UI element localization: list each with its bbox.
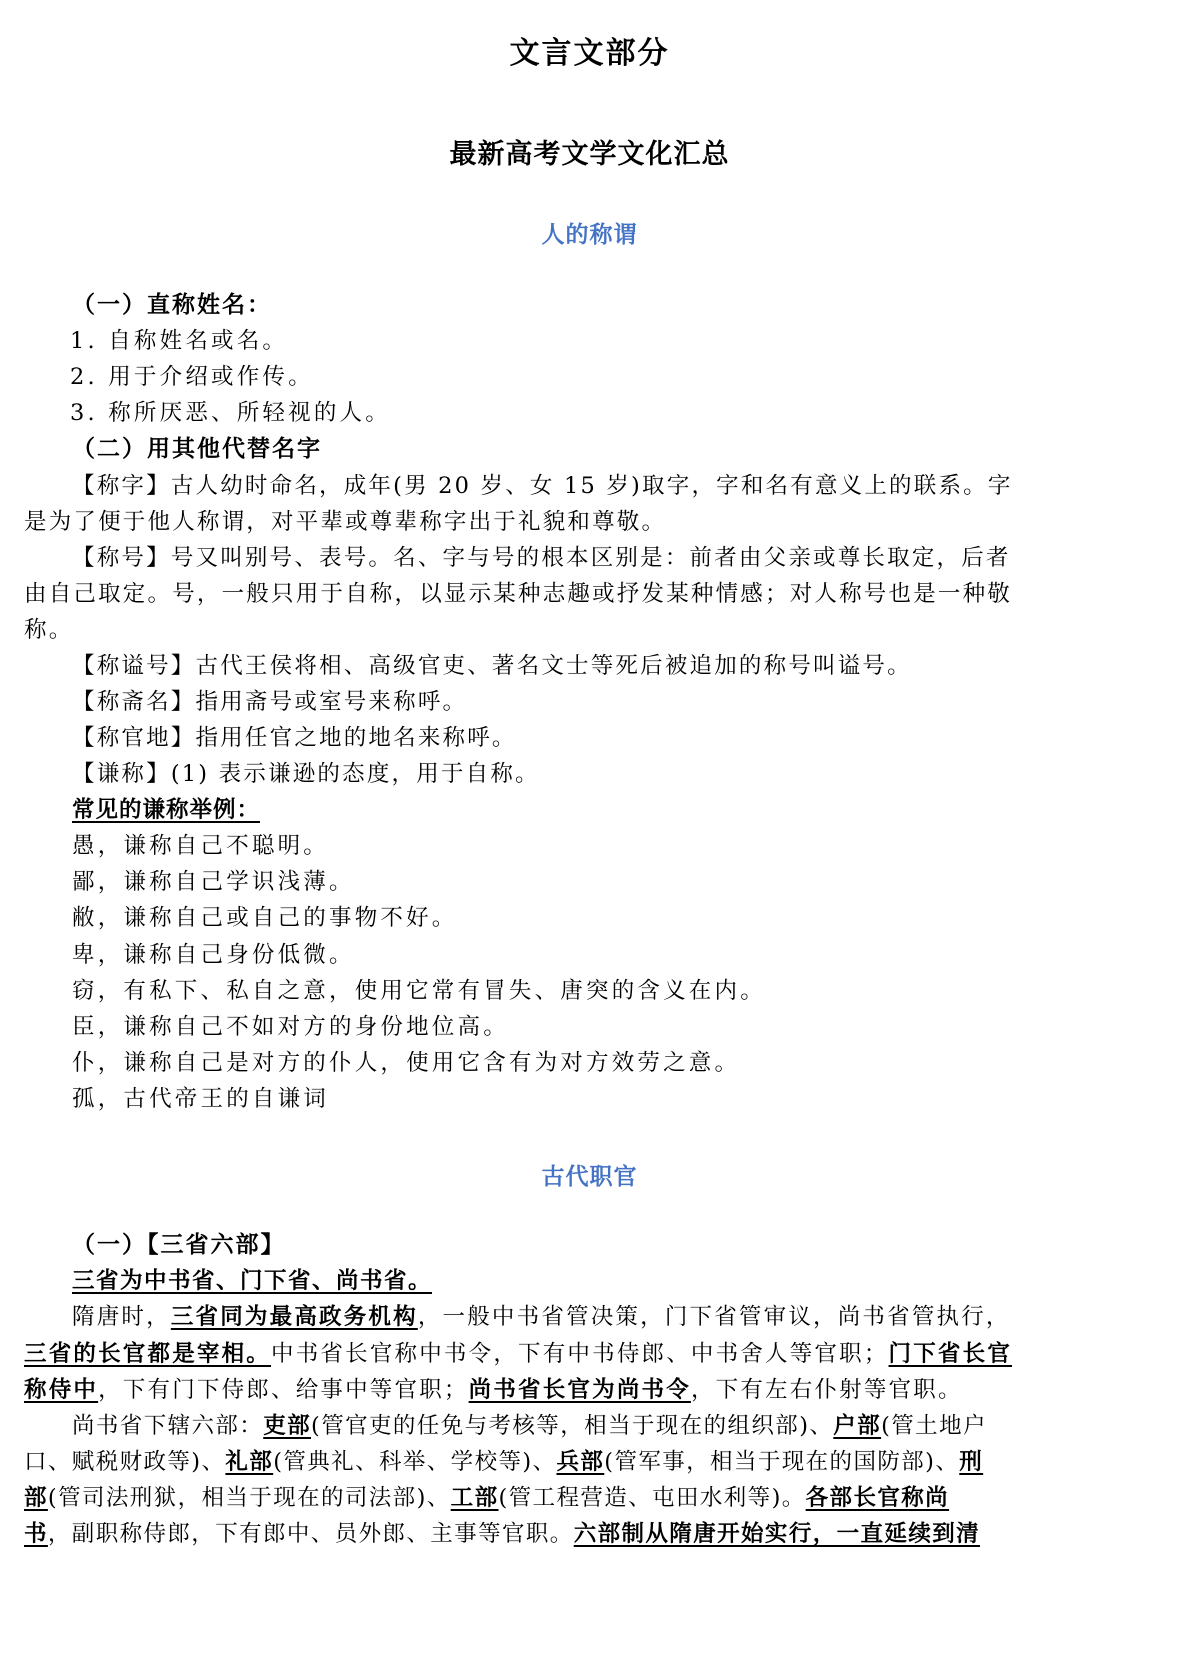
emphasis: 三省同为最高政务机构 xyxy=(170,1304,418,1330)
list-item: 3. 称所厌恶、所轻视的人。 xyxy=(70,400,391,426)
document-title: 文言文部分 xyxy=(509,36,670,71)
term-label: 【称字】 xyxy=(72,473,171,499)
paragraph-six-ministries-line4: 书，副职称侍郎，下有郎中、员外郎、主事等官职。六部制从隋唐开始实行，一直延续到清 xyxy=(24,1521,981,1547)
emphasis: 六部制从隋唐开始实行，一直延续到清 xyxy=(573,1521,981,1547)
paragraph-sui-tang-line2: 三省的长官都是宰相。中书省长官称中书令，下有中书侍郎、中书舍人等官职；门下省长官 xyxy=(24,1341,1013,1367)
section-heading-titles: 人的称谓 xyxy=(541,221,638,248)
paragraph-qiancheng: 【谦称】(1) 表示谦逊的态度，用于自称。 xyxy=(72,761,540,787)
ministry-bingbu: 兵部 xyxy=(556,1449,605,1475)
term-label: 【称号】 xyxy=(72,545,171,571)
paragraph-chengzi-line2: 是为了便于他人称谓，对平辈或尊辈称字出于礼貌和尊敬。 xyxy=(24,509,667,535)
list-item: 窃，有私下、私自之意，使用它常有冒失、唐突的含义在内。 xyxy=(72,978,766,1004)
emphasis: 三省的长官都是宰相。 xyxy=(24,1341,272,1367)
term-label: 【谦称】 xyxy=(72,761,171,787)
paragraph-sui-tang-line1: 隋唐时，三省同为最高政务机构，一般中书省管决策，门下省管审议，尚书省管执行， xyxy=(72,1304,1011,1330)
term-label: 【称斋名】 xyxy=(72,689,196,715)
list-item: 敝，谦称自己或自己的事物不好。 xyxy=(72,905,458,931)
emphasis: 称侍中 xyxy=(24,1377,99,1403)
term-label: 【称谥号】 xyxy=(72,653,196,679)
paragraph-sui-tang-line3: 称侍中，下有门下侍郎、给事中等官职；尚书省长官为尚书令，下有左右仆射等官职。 xyxy=(24,1377,963,1403)
paragraph-six-ministries-line2: 口、赋税财政等)、礼部(管典礼、科举、学校等)、兵部(管军事，相当于现在的国防部)、刑 xyxy=(24,1449,984,1475)
paragraph-chenghao-line3: 称。 xyxy=(24,617,74,643)
paragraph-chenghao-line2: 由自己取定。号，一般只用于自称，以显示某种志趣或抒发某种情感；对人称号也是一种敬 xyxy=(24,581,1013,607)
paragraph-six-ministries-line3: 部(管司法刑狱，相当于现在的司法部)、工部(管工程营造、屯田水利等)。各部长官称尚 xyxy=(24,1485,950,1511)
part-heading-three-departments: （一）【三省六部】 xyxy=(72,1231,286,1258)
paragraph-chengzi-line1: 【称字】古人幼时命名，成年(男 20 岁、女 15 岁)取字，字和名有意义上的联系。字 xyxy=(72,473,1013,499)
ministry-libu-rites: 礼部 xyxy=(225,1449,274,1475)
paragraph-shihao: 【称谥号】古代王侯将相、高级官吏、著名文士等死后被追加的称号叫谥号。 xyxy=(72,653,912,679)
section-heading-officials: 古代职官 xyxy=(541,1163,638,1190)
paragraph-guandi: 【称官地】指用任官之地的地名来称呼。 xyxy=(72,725,517,751)
paragraph-chenghao-line1: 【称号】号又叫别号、表号。名、字与号的根本区别是：前者由父亲或尊长取定，后者 xyxy=(72,545,1011,571)
emphasis: 门下省长官 xyxy=(888,1341,1013,1367)
list-item: 仆，谦称自己是对方的仆人，使用它含有为对方效劳之意。 xyxy=(72,1050,741,1076)
ministry-gongbu: 工部 xyxy=(450,1485,499,1511)
ministry-xingbu: 刑 xyxy=(959,1449,984,1475)
list-item: 卑，谦称自己身份低微。 xyxy=(72,942,355,968)
examples-heading: 常见的谦称举例： xyxy=(72,797,261,823)
list-item: 孤，古代帝王的自谦词 xyxy=(72,1086,330,1112)
part-heading-direct-names: （一）直称姓名： xyxy=(72,291,272,318)
part-heading-alt-names: （二）用其他代替名字 xyxy=(72,435,322,462)
emphasis: 各部长官称尚 xyxy=(805,1485,950,1511)
emphasis: 尚书省长官为尚书令 xyxy=(468,1377,691,1403)
paragraph-six-ministries-line1: 尚书省下辖六部：吏部(管官吏的任免与考核等，相当于现在的组织部)、户部(管土地户 xyxy=(72,1413,987,1439)
list-item: 臣，谦称自己不如对方的身份地位高。 xyxy=(72,1014,509,1040)
list-item: 鄙，谦称自己学识浅薄。 xyxy=(72,869,355,895)
ministry-xingbu: 部 xyxy=(24,1485,48,1511)
list-item: 1. 自称姓名或名。 xyxy=(70,328,289,354)
list-item: 愚，谦称自己不聪明。 xyxy=(72,833,330,859)
paragraph-zhaiming: 【称斋名】指用斋号或室号来称呼。 xyxy=(72,689,468,715)
emphasis: 书 xyxy=(24,1521,48,1547)
ministry-libu: 吏部 xyxy=(263,1413,312,1439)
list-item: 2. 用于介绍或作传。 xyxy=(70,364,314,390)
ministry-hubu: 户部 xyxy=(833,1413,882,1439)
document-subtitle: 最新高考文学文化汇总 xyxy=(449,139,730,170)
summary-three-departments: 三省为中书省、门下省、尚书省。 xyxy=(72,1268,433,1294)
term-label: 【称官地】 xyxy=(72,725,196,751)
